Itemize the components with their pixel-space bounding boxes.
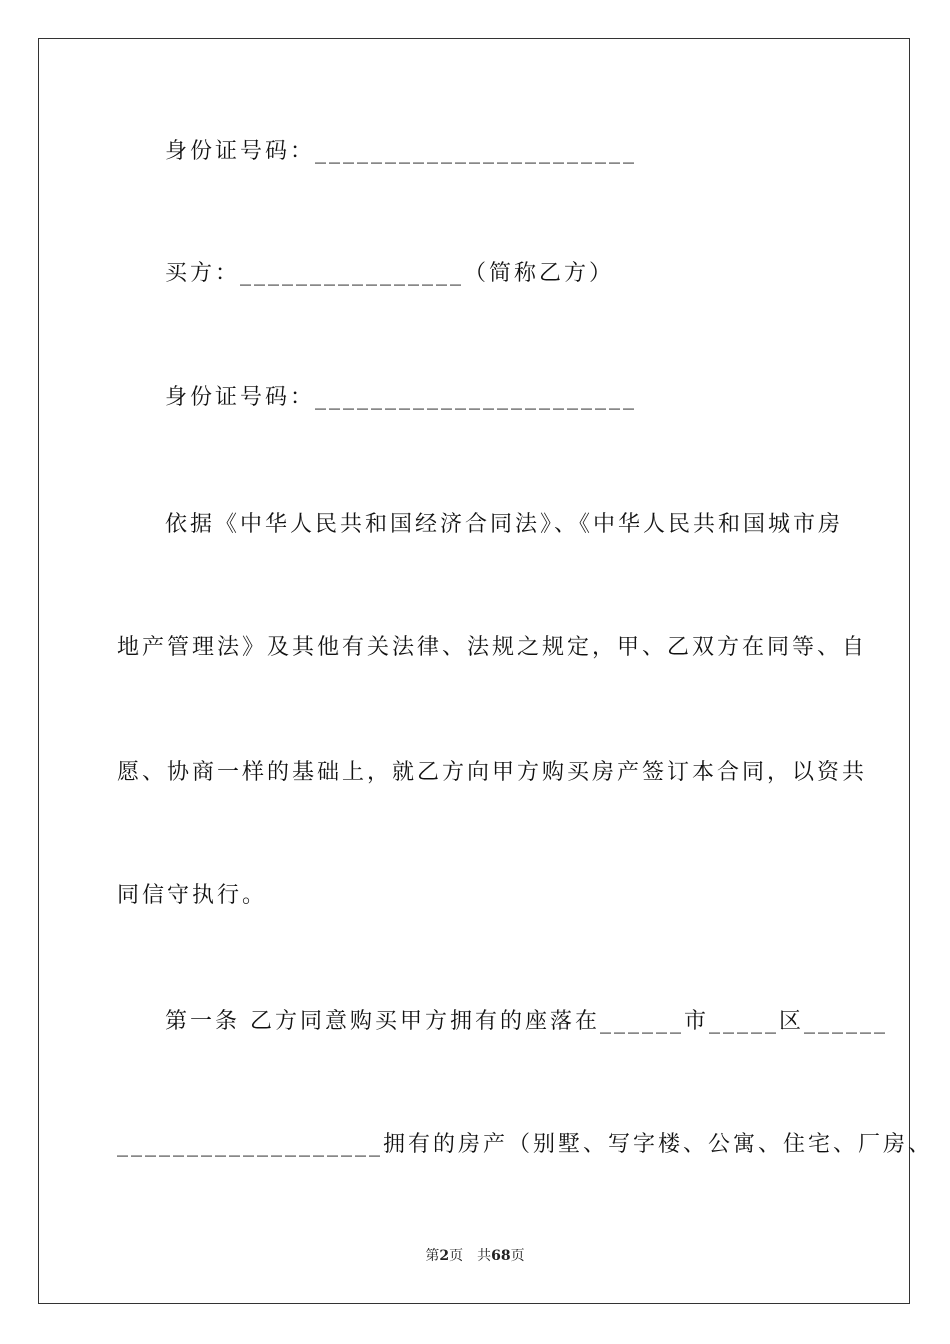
paragraph-line-1: 依据《中华人民共和国经济合同法》、《中华人民共和国城市房 <box>165 512 844 537</box>
footer-total-pages: 68 <box>491 1248 511 1264</box>
buyer-seller-id-line: 身份证号码：_______________________ <box>165 139 638 164</box>
article-one-line-2: ___________________拥有的房产（别墅、写字楼、公寓、住宅、厂房、 <box>117 1132 934 1157</box>
footer-page-number: 2 <box>439 1248 450 1264</box>
article-one-line-1: 第一条 乙方同意购买甲方拥有的座落在______市_____区______ <box>165 1009 888 1034</box>
page-border <box>38 38 910 1304</box>
paragraph-line-3: 愿、协商一样的基础上，就乙方向甲方购买房产签订本合同，以资共 <box>117 760 868 785</box>
page-footer <box>0 1246 950 1266</box>
footer-prefix: 第 <box>425 1248 440 1264</box>
footer-mid: 页 共 <box>449 1248 492 1264</box>
paragraph-line-2: 地产管理法》及其他有关法律、法规之规定，甲、乙双方在同等、自 <box>117 635 868 660</box>
buyer-id-line: 身份证号码：_______________________ <box>165 385 638 410</box>
paragraph-line-4: 同信守执行。 <box>117 883 268 908</box>
buyer-line: 买方：________________（简称乙方） <box>165 261 615 286</box>
footer-suffix: 页 <box>510 1248 525 1264</box>
